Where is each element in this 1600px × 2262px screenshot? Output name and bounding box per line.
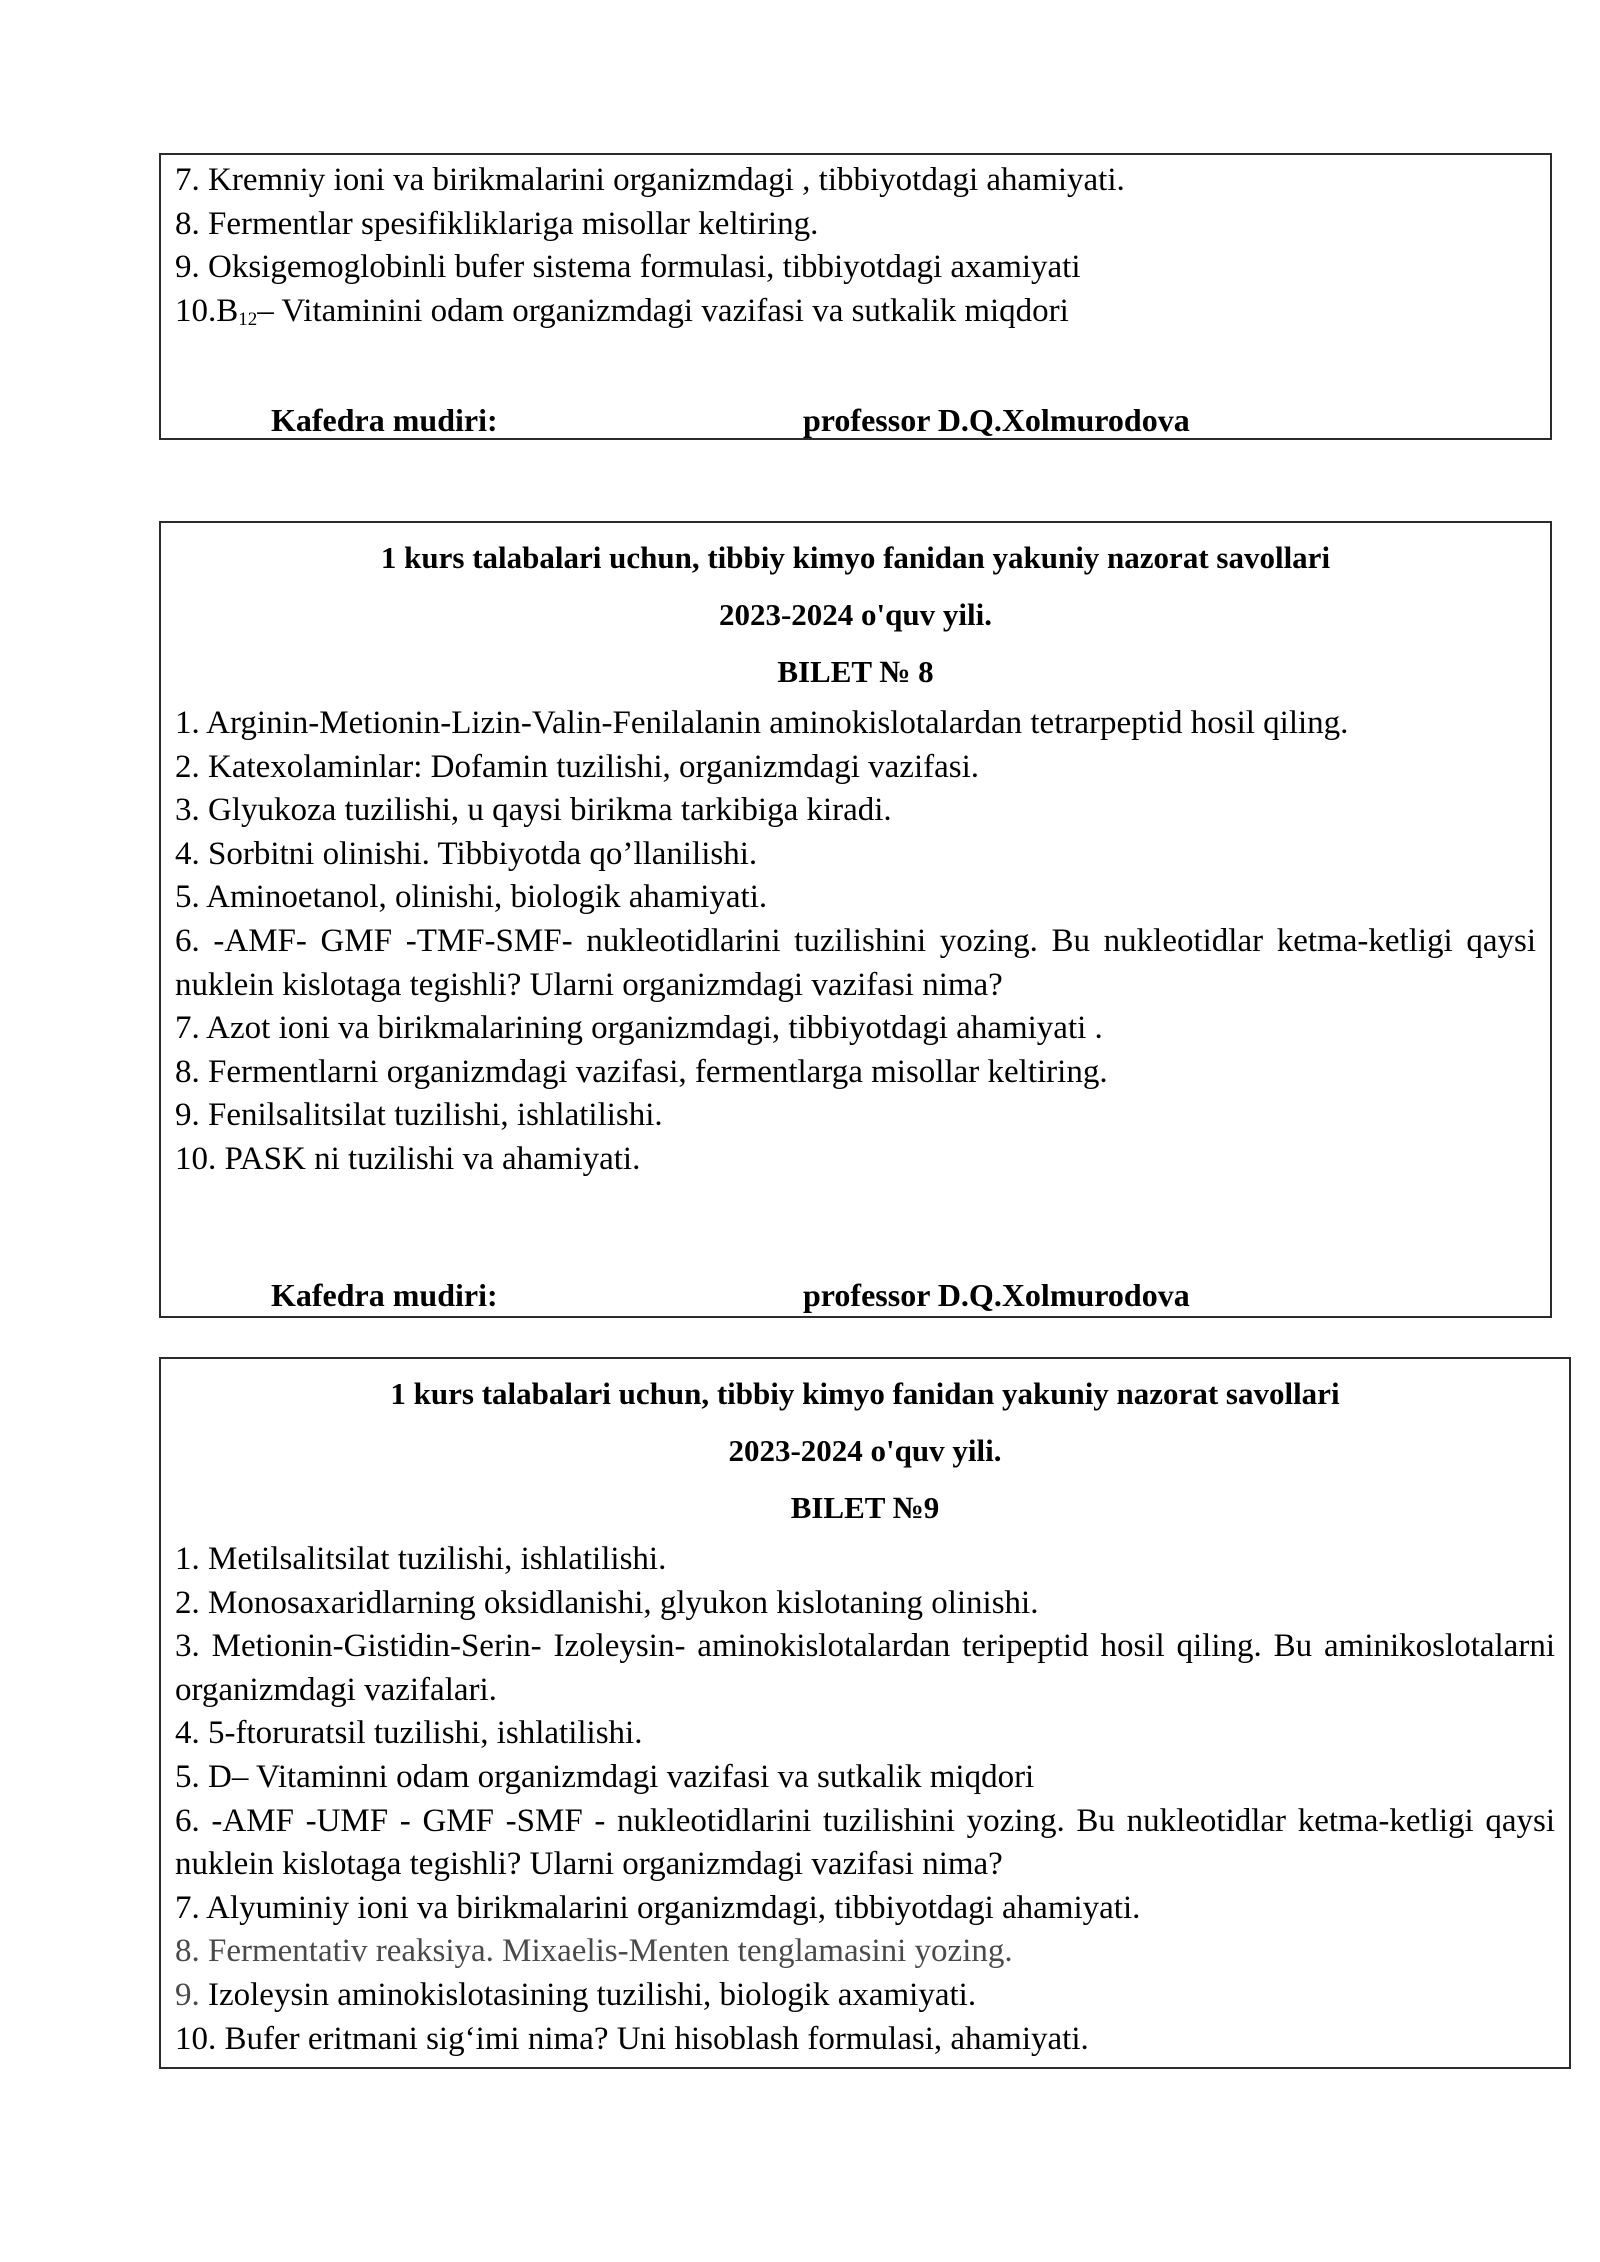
signature-name: professor D.Q.Xolmurodova [803,402,1190,438]
question-item: 5. D– Vitaminni odam organizmdagi vazifasi va sutkalik miqdori [175,1758,1035,1795]
ticket-title: 1 kurs talabalari uchun, tibbiy kimyo fanidan yakuniy nazorat savollari [390,1376,1340,1411]
subscript: 12 [238,308,258,330]
question-item: 7. Alyuminiy ioni va birikmalarini organizmdagi, tibbiyotdagi ahamiyati. [175,1889,1141,1926]
question-item: 1. Metilsalitsilat tuzilishi, ishlatilishi. [175,1541,667,1577]
signature-role: Kafedra mudiri: [271,402,498,438]
ticket-7-questions [175,155,1536,333]
question-item: 5. Aminoetanol, olinishi, biologik ahamiyati. [175,879,768,916]
signature-line [175,1275,1375,1315]
question-item: 4. 5-ftoruratsil tuzilishi, ishlatilishi. [175,1715,643,1752]
question-item [175,290,1536,334]
ticket-number: BILET №9 [790,1490,940,1525]
question-item: 7. Azot ioni va birikmalarining organizmdagi, tibbiyotdagi ahamiyati . [175,1010,1103,1047]
question-text: Izoleysin aminokislotasining tuzilishi, biologik axamiyati. [199,1976,977,2013]
question-number: 9. [175,1976,200,2013]
ticket-7-tail-box [159,153,1552,440]
question-prefix: 10.B [175,292,239,329]
question-item: 2. Monosaxaridlarning oksidlanishi, glyukon kislotaning olinishi. [175,1584,1039,1621]
signature-role: Kafedra mudiri: [271,1277,498,1313]
question-item: 6. -AMF -UMF - GMF -SMF - nukleotidlarini tuzilishini yozing. Bu nukleotidlar ketma-ketligi qaysi nuklein kislotaga tegishli? Ularni organizmdagi vazifasi nima? [175,1802,1555,1883]
question-item: 3. Metionin-Gistidin-Serin- Izoleysin- aminokislotalardan teripeptid hosil qiling. Bu aminikoslotalarni organizmdagi vazifalari. [175,1628,1555,1708]
ticket-number: BILET № 8 [777,654,934,689]
ticket-9-box [159,1357,1571,2069]
question-item: 8. Fermentativ reaksiya. Mixaelis-Menten tenglamasini yozing. [175,1933,1013,1970]
question-item: 9. Fenilsalitsilat tuzilishi, ishlatilishi. [175,1097,663,1134]
question-item: 7. Kremniy ioni va birikmalarini organizmdagi , tibbiyotdagi ahamiyati. [175,162,1125,198]
question-item: 3. Glyukoza tuzilishi, u qaysi birikma tarkibiga kiradi. [175,792,892,829]
ticket-title: 1 kurs talabalari uchun, tibbiy kimyo fanidan yakuniy nazorat savollari [380,540,1331,575]
academic-year: 2023-2024 o'quv yili. [728,1433,1002,1468]
academic-year: 2023-2024 o'quv yili. [718,597,992,632]
signature-name: professor D.Q.Xolmurodova [803,1277,1190,1313]
question-item: 8. Fermentlarni organizmdagi vazifasi, fermentlarga misollar keltiring. [175,1053,1108,1090]
question-item [175,1974,1555,2018]
question-item: 2. Katexolaminlar: Dofamin tuzilishi, organizmdagi vazifasi. [175,748,980,785]
question-item: 10. PASK ni tuzilishi va ahamiyati. [175,1140,641,1177]
ticket-8-box [159,521,1552,1318]
question-item: 10. Bufer eritmani sig‘imi nima? Uni hisoblash formulasi, ahamiyati. [175,2020,1089,2057]
question-text: – Vitaminini odam organizmdagi vazifasi va sutkalik miqdori [257,292,1069,329]
signature-line [175,400,1375,440]
question-item: 1. Arginin-Metionin-Lizin-Valin-Fenilalanin aminokislotalardan tetrarpeptid hosil qiling. [175,705,1349,741]
ticket-8-questions [175,700,1536,1182]
ticket-9-questions [175,1536,1555,2061]
question-item: 4. Sorbitni olinishi. Tibbiyotda qo’llanilishi. [175,835,758,872]
question-item: 8. Fermentlar spesifikliklariga misollar keltiring. [175,205,819,242]
question-item: 6. -AMF- GMF -TMF-SMF- nukleotidlarini tuzilishini yozing. Bu nukleotidlar ketma-ketligi qaysi nuklein kislotaga tegishli? Ularni organizmdagi vazifasi nima? [175,922,1536,1003]
question-item: 9. Oksigemoglobinli bufer sistema formulasi, tibbiyotdagi axamiyati [175,249,1081,286]
